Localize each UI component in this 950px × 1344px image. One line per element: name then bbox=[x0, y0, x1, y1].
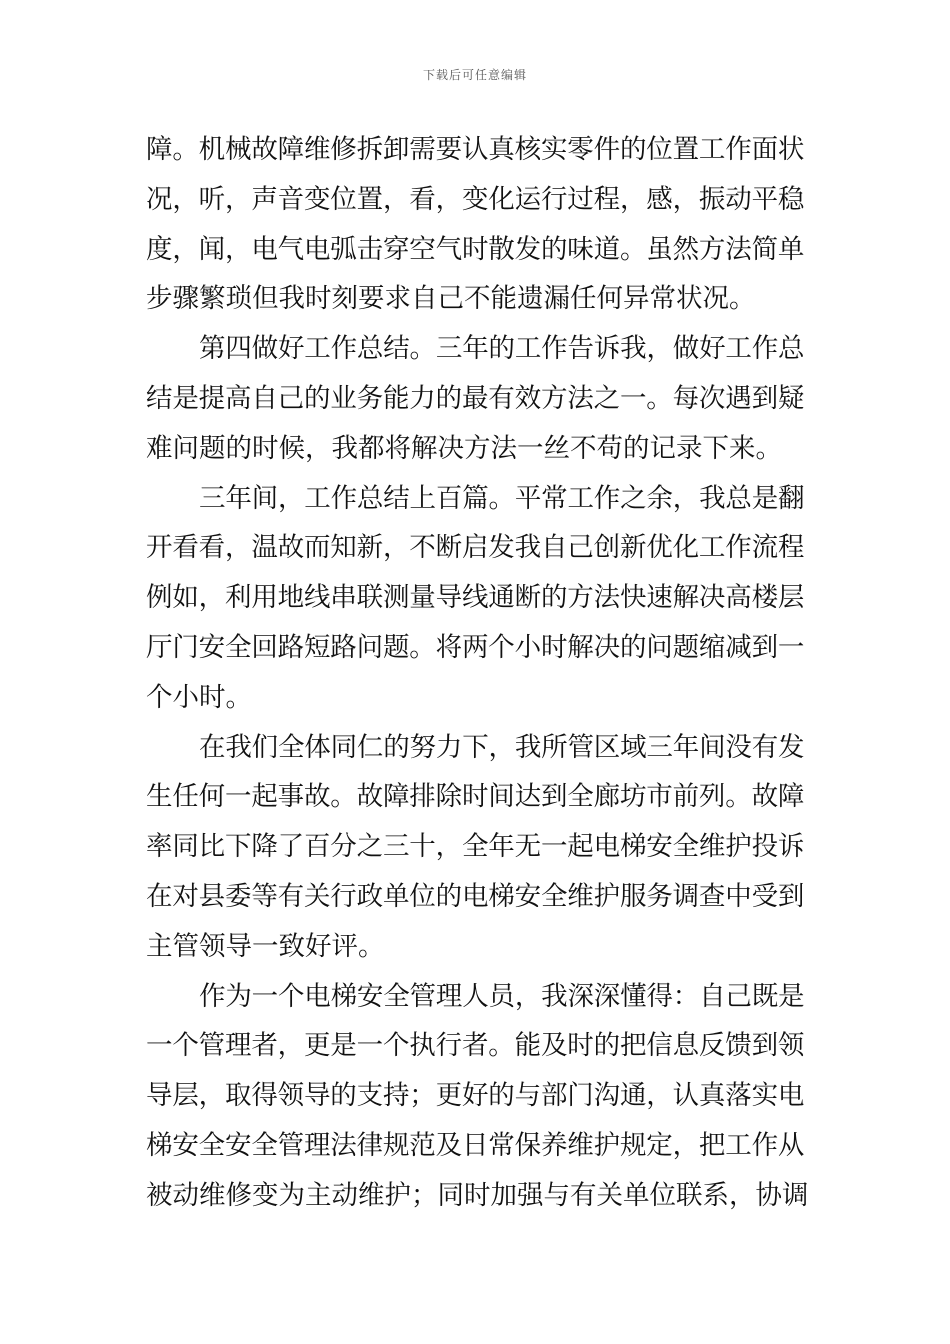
text-line: 导层，取得领导的支持；更好的与部门沟通，认真落实电 bbox=[146, 1080, 805, 1111]
text-line: 第四做好工作总结。三年的工作告诉我，做好工作总 bbox=[199, 333, 805, 364]
text-line: 作为一个电梯安全管理人员，我深深懂得：自己既是 bbox=[199, 981, 805, 1012]
text-line: 厅门安全回路短路问题。将两个小时解决的问题缩减到一 bbox=[146, 632, 805, 663]
text-line: 在对县委等有关行政单位的电梯安全维护服务调查中受到 bbox=[146, 881, 805, 912]
text-line: 率同比下降了百分之三十，全年无一起电梯安全维护投诉 bbox=[146, 831, 805, 862]
text-line: 度，闻，电气电弧击穿空气时散发的味道。虽然方法简单 bbox=[146, 234, 805, 265]
text-line: 主管领导一致好评。 bbox=[146, 931, 385, 962]
text-line: 例如，利用地线串联测量导线通断的方法快速解决高楼层 bbox=[146, 582, 805, 613]
text-line: 被动维修变为主动维护；同时加强与有关单位联系，协调 bbox=[146, 1180, 809, 1211]
text-line: 步骤繁琐但我时刻要求自己不能遗漏任何异常状况。 bbox=[146, 283, 756, 314]
text-line: 开看看，温故而知新，不断启发我自己创新优化工作流程 bbox=[146, 532, 805, 563]
text-line: 三年间，工作总结上百篇。平常工作之余，我总是翻 bbox=[199, 483, 805, 514]
text-line: 况，听，声音变位置，看，变化运行过程，感，振动平稳 bbox=[146, 184, 805, 215]
text-line: 生任何一起事故。故障排除时间达到全廊坊市前列。故障 bbox=[146, 781, 805, 812]
text-line: 梯安全安全管理法律规范及日常保养维护规定，把工作从 bbox=[146, 1130, 805, 1161]
text-line: 在我们全体同仁的努力下，我所管区域三年间没有发 bbox=[199, 732, 805, 763]
text-line: 难问题的时候，我都将解决方法一丝不苟的记录下来。 bbox=[146, 433, 782, 464]
text-line: 障。机械故障维修拆卸需要认真核实零件的位置工作面状 bbox=[146, 134, 805, 165]
text-line: 一个管理者，更是一个执行者。能及时的把信息反馈到领 bbox=[146, 1030, 805, 1061]
text-line: 个小时。 bbox=[146, 682, 252, 713]
page-header: 下载后可任意编辑 bbox=[422, 68, 527, 82]
text-line: 结是提高自己的业务能力的最有效方法之一。每次遇到疑 bbox=[146, 383, 805, 414]
